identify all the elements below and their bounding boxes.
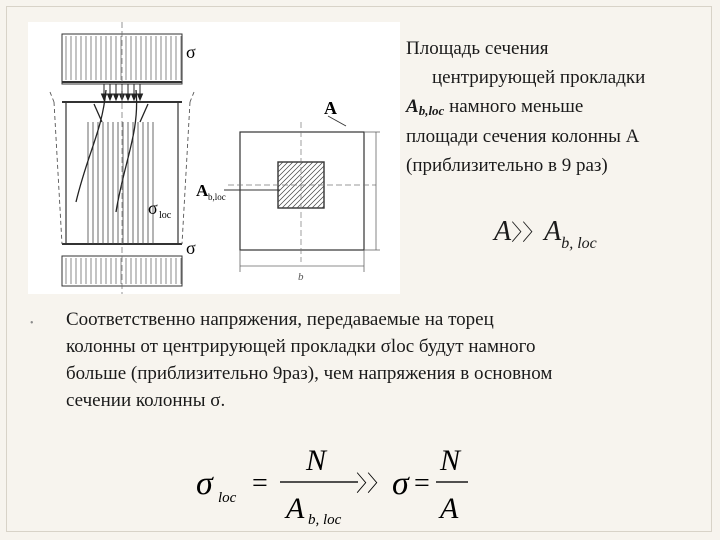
section-axes: [228, 122, 376, 262]
block-hatch-line: [278, 162, 288, 172]
formula2-eq2: =: [414, 468, 430, 499]
right-text-line-2: центрирующей прокладки: [432, 67, 646, 88]
cross-section: [240, 132, 364, 250]
right-text-block: [406, 34, 682, 180]
sigma-bottom-label: σ: [186, 238, 196, 258]
column-diagram-svg: [28, 22, 400, 294]
formula2-sigma2: σ: [392, 465, 409, 502]
body-line-3: больше (приблизительно 9раз), чем напряжения в основном: [66, 363, 553, 384]
body-line-2: колонны от центрирующей прокладки σloc будут намного: [66, 336, 536, 357]
block-hatch-line: [278, 162, 313, 197]
body-paragraph: [66, 306, 686, 414]
right-text-word-left: Площадь: [406, 38, 481, 59]
bottom-plate-hatch: [66, 258, 181, 284]
top-plate-hatch: [66, 36, 181, 80]
block-hatch-line: [278, 162, 303, 187]
block-hatch-line: [278, 162, 298, 182]
formula2-den1-sub: b, loc: [308, 512, 342, 528]
right-text-line-1: [406, 34, 682, 63]
dimension-b-label: b: [298, 271, 304, 283]
block-hatch-line: [312, 196, 324, 208]
area-symbol-sub: b,loc: [418, 103, 445, 118]
sigma-loc-label: σ: [148, 198, 158, 218]
block-hatch-line: [292, 176, 324, 208]
body-line-4: сечении колонны σ.: [66, 390, 226, 411]
load-arrow-head: [126, 94, 131, 100]
block-hatch-line: [278, 162, 318, 202]
formula2-relation: 〉〉: [356, 472, 390, 497]
area-A-label: A: [324, 98, 337, 118]
load-arrow-head: [108, 94, 113, 100]
area-comparison-formula: [494, 216, 597, 252]
block-hatch-line: [278, 162, 283, 167]
block-area-label: A: [196, 181, 209, 200]
bullet-marker: •: [30, 318, 34, 329]
block-hatch-line: [278, 162, 308, 192]
right-text-line-5: (приблизительно в 9 раз): [406, 155, 608, 176]
right-text-line-4: площади сечения колонны A: [406, 126, 640, 147]
formula2-sigma-sub: loc: [218, 490, 237, 506]
formula1-left: A: [494, 216, 512, 247]
formula1-right: A: [544, 216, 562, 247]
sigma-top-label: σ: [186, 42, 196, 62]
right-text-word-right: сечения: [484, 38, 549, 59]
block-hatch-line: [278, 162, 323, 207]
formula2-num2: N: [440, 444, 461, 477]
stress-formula: [196, 438, 476, 528]
formula2-eq1: =: [252, 468, 268, 499]
column-diagram: [28, 22, 400, 294]
right-text-line-3: [406, 92, 682, 122]
block-area-sub: b,loc: [208, 192, 226, 202]
area-symbol: A: [406, 96, 419, 117]
right-text-line-3-rest: намного меньше: [444, 96, 584, 117]
block-hatch-line: [307, 191, 324, 208]
dimension-lines: [240, 132, 380, 272]
load-arrow-head: [114, 94, 119, 100]
stress-curves: [76, 90, 148, 212]
formula1-right-sub: b, loc: [561, 235, 597, 252]
formula2-sigma: σ: [196, 465, 213, 502]
body-line-1-text: Соответственно напряжения, передаваемые на торец: [66, 309, 494, 330]
block-hatch-line: [287, 171, 324, 208]
sigma-loc-sub: loc: [159, 210, 172, 221]
body-line-1: [66, 306, 686, 333]
formula1-relation: 〉〉: [511, 221, 545, 246]
load-arrow-head: [138, 94, 143, 100]
column-stress-lines: [88, 122, 153, 244]
formula2-den2: A: [440, 492, 459, 525]
formula2-num1: N: [306, 444, 327, 477]
formula2-den1: A: [286, 492, 305, 525]
stress-formula-svg: [196, 438, 476, 528]
leader-lines: [224, 116, 346, 190]
